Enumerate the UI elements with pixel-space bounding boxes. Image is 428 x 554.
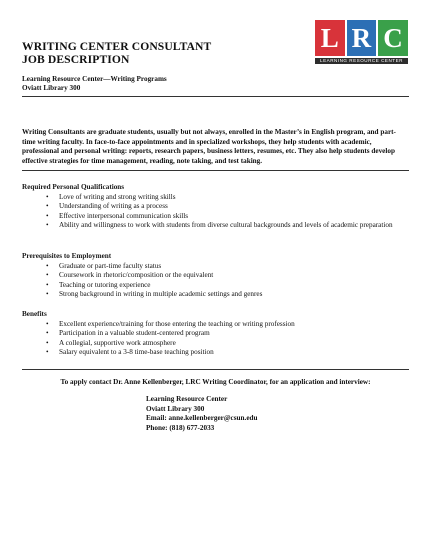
prerequisites-list — [22, 262, 408, 300]
qualifications-section — [22, 183, 408, 231]
logo-tagline: LEARNING RESOURCE CENTER — [315, 58, 408, 64]
list-item: • Coursework in rhetoric/composition or the equivalent — [22, 271, 408, 281]
list-item: • Love of writing and strong writing skills — [22, 193, 408, 203]
logo-letter-c: C — [378, 20, 408, 56]
logo-letters — [315, 20, 408, 56]
org-name: Learning Resource Center—Writing Programs — [22, 75, 167, 83]
contact-location: Oviatt Library 300 — [146, 404, 205, 413]
divider-intro — [22, 170, 409, 171]
list-item: • Salary equivalent to a 3-8 time-base teaching position — [22, 348, 408, 358]
page-title — [22, 41, 211, 66]
org-info — [22, 75, 167, 93]
title-line-2: JOB DESCRIPTION — [22, 52, 130, 66]
qualifications-heading: Required Personal Qualifications — [22, 183, 125, 191]
benefits-list — [22, 320, 408, 358]
apply-instructions: To apply contact Dr. Anne Kellenberger, LRC Writing Coordinator, for an application and interview: — [60, 378, 371, 386]
list-item: • Strong background in writing in multiple academic settings and genres — [22, 290, 408, 300]
list-item: • Graduate or part-time faculty status — [22, 262, 408, 272]
list-item: • Participation in a valuable student-centered program — [22, 329, 408, 339]
list-item: • A collegial, supportive work atmosphere — [22, 339, 408, 349]
list-item: • Effective interpersonal communication skills — [22, 212, 408, 222]
lrc-logo — [315, 20, 408, 66]
prerequisites-heading: Prerequisites to Employment — [22, 252, 112, 260]
logo-letter-l: L — [315, 20, 345, 56]
divider-top — [22, 96, 409, 97]
intro-paragraph: Writing Consultants are graduate students, usually but not always, enrolled in the Master’s in English program, and part-time writing faculty. In face-to-face appointments and in specialized workshops, they help students with academic, professional and personal writing: reports, research papers, business letters, resumes, etc. They also help students develop effective strategies for time management, reading, note taking, and test taking. — [22, 128, 396, 165]
benefits-heading: Benefits — [22, 310, 47, 318]
list-item: • Ability and willingness to work with students from diverse cultural backgrounds and levels of academic preparation — [22, 221, 408, 231]
title-line-1: WRITING CENTER CONSULTANT — [22, 40, 212, 53]
benefits-section — [22, 310, 408, 358]
list-item: • Excellent experience/training for those entering the teaching or writing profession — [22, 320, 408, 330]
contact-block — [146, 395, 258, 433]
divider-apply — [22, 369, 409, 370]
prerequisites-section — [22, 252, 408, 300]
org-location: Oviatt Library 300 — [22, 84, 81, 93]
logo-letter-r: R — [347, 20, 377, 56]
contact-phone: Phone: (818) 677-2033 — [146, 423, 215, 432]
qualifications-list — [22, 193, 408, 231]
list-item: • Understanding of writing as a process — [22, 202, 408, 212]
list-item: • Teaching or tutoring experience — [22, 281, 408, 291]
contact-name: Learning Resource Center — [146, 395, 228, 403]
contact-email[interactable]: Email: anne.kellenberger@csun.edu — [146, 414, 258, 423]
